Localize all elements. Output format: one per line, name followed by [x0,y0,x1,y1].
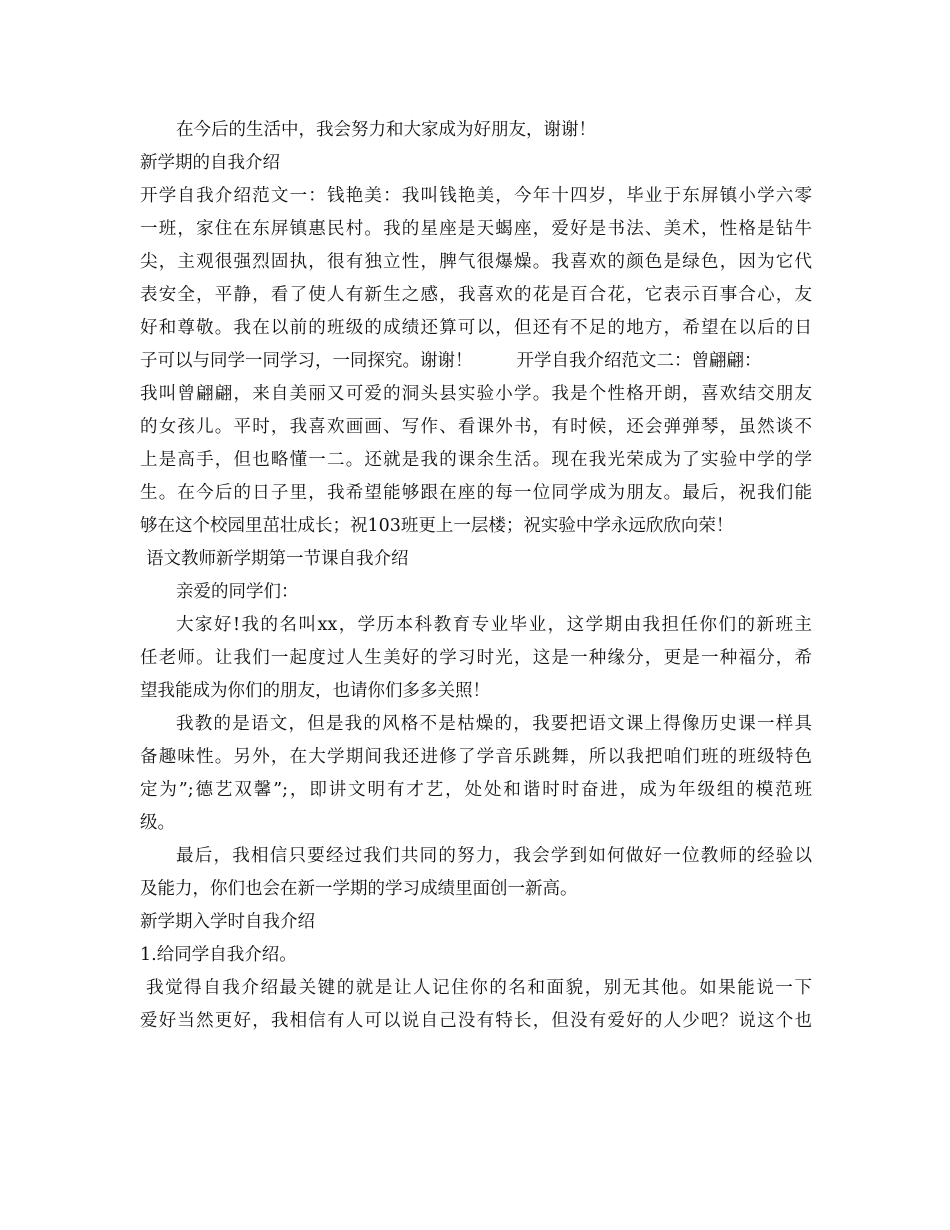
text-segment: 开学自我介绍范文二：曾翩翩： [516,351,762,371]
text-line: 最后，我相信只要经过我们共同的努力，我会学到如何做好一位教师的经验以 [176,846,812,866]
text-line: 及能力，你们也会在新一学期的学习成绩里面创一新高。 [140,879,578,899]
text-line: 上是高手，但也略懂一二。还就是我的课余生活。现在我光荣成为了实验中学的学 [140,450,812,470]
text-line: 亲爱的同学们： [176,582,299,602]
text-line: 望我能成为你们的朋友，也请你们多多关照！ [140,681,490,701]
text-line: 任老师。让我们一起度过人生美好的学习时光，这是一种缘分，更是一种福分，希 [140,648,812,668]
text-line: 大家好!我的名叫xx，学历本科教育专业毕业，这学期由我担任你们的新班主 [176,615,812,635]
text-line [140,346,812,376]
section-heading: 语文教师新学期第一节课自我介绍 [146,549,409,569]
text-line: 我叫曾翩翩，来自美丽又可爱的洞头县实验小学。我是个性格开朗，喜欢结交朋友 [140,384,812,404]
text-line: 我觉得自我介绍最关键的就是让人记住你的名和面貌，别无其他。如果能说一下 [146,978,812,998]
text-line: 定为”;德艺双馨”;，即讲文明有才艺，处处和谐时时奋进，成为年级组的模范班 [140,780,812,800]
text-line: 好和尊敬。我在以前的班级的成绩还算可以，但还有不足的地方，希望在以后的日 [140,318,812,338]
text-line: 爱好当然更好，我相信有人可以说自己没有特长，但没有爱好的人少吧？说这个也 [140,1011,812,1031]
text-line: 的女孩儿。平时，我喜欢画画、写作、看课外书，有时候，还会弹弹琴，虽然谈不 [140,417,812,437]
section-heading: 新学期的自我介绍 [140,153,280,173]
section-heading: 新学期入学时自我介绍 [140,912,315,932]
text-line: 1.给同学自我介绍。 [140,945,297,965]
text-line: 备趣味性。另外，在大学期间我还进修了学音乐跳舞，所以我把咱们班的班级特色 [140,747,812,767]
text-line: 开学自我介绍范文一：钱艳美：我叫钱艳美，今年十四岁，毕业于东屏镇小学六零 [140,186,812,206]
text-line: 级。 [140,813,175,833]
text-line: 表安全，平静，看了使人有新生之感，我喜欢的花是百合花，它表示百事合心，友 [140,285,812,305]
text-line: 够在这个校园里茁壮成长；祝103班更上一层楼；祝实验中学永远欣欣向荣！ [140,516,734,536]
text-line: 一班，家住在东屏镇惠民村。我的星座是天蝎座，爱好是书法、美术，性格是钻牛 [140,219,812,239]
text-line: 生。在今后的日子里，我希望能够跟在座的每一位同学成为朋友。最后，祝我们能 [140,483,812,503]
text-line: 在今后的生活中，我会努力和大家成为好朋友，谢谢！ [176,120,596,140]
text-line: 尖，主观很强烈固执，很有独立性，脾气很爆燥。我喜欢的颜色是绿色，因为它代 [140,252,812,272]
text-line: 我教的是语文，但是我的风格不是枯燥的，我要把语文课上得像历史课一样具 [176,714,812,734]
text-segment: 子可以与同学一同学习，一同探究。谢谢！ [140,351,473,371]
